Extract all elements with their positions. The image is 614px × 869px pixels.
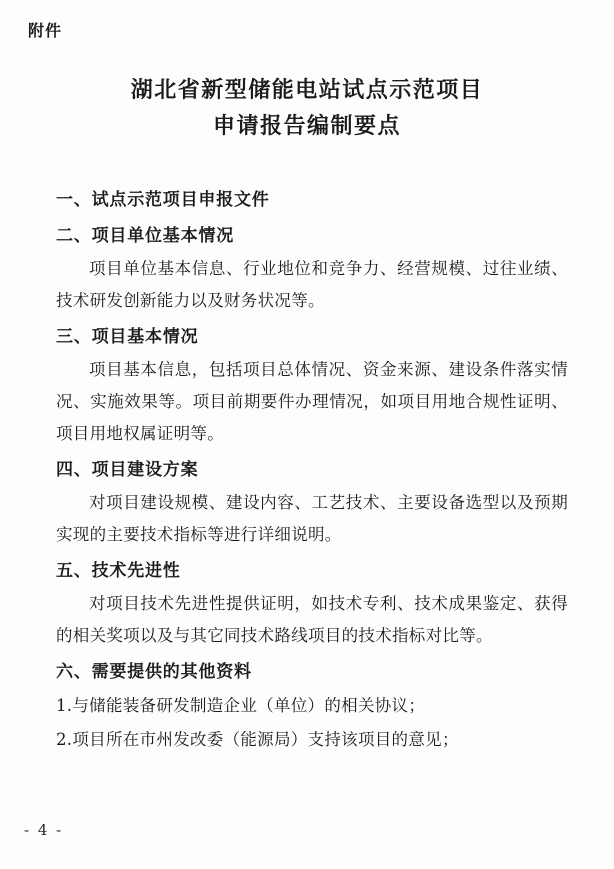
section-2-paragraph-1: 项目单位基本信息、行业地位和竞争力、经营规模、过往业绩、技术研发创新能力以及财务状况等。 [56, 259, 568, 310]
section-heading-1: 一、试点示范项目申报文件 [56, 190, 270, 210]
section-heading-2: 二、项目单位基本情况 [56, 226, 234, 246]
other-material-item-1: 1.与储能装备研发制造企业（单位）的相关协议； [56, 696, 426, 715]
page-number-footer: - 4 - [24, 821, 64, 839]
other-material-item-2: 2.项目所在市州发改委（能源局）支持该项目的意见； [56, 730, 459, 749]
section-5-paragraph-1: 对项目技术先进性提供证明，如技术专利、技术成果鉴定、获得的相关奖项以及与其它同技术路线项目的技术指标对比等。 [56, 594, 568, 645]
section-4-paragraph-1: 对项目建设规模、建设内容、工艺技术、主要设备选型以及预期实现的主要技术指标等进行详细说明。 [56, 493, 568, 544]
attachment-label: 附件 [28, 21, 63, 40]
document-title [0, 72, 614, 144]
section-heading-4: 四、项目建设方案 [56, 460, 199, 480]
section-3-paragraph-1: 项目基本信息，包括项目总体情况、资金来源、建设条件落实情况、实施效果等。项目前期要件办理情况，如项目用地合规性证明、项目用地权属证明等。 [56, 360, 568, 443]
section-heading-3: 三、项目基本情况 [56, 327, 199, 347]
section-heading-5: 五、技术先进性 [56, 561, 181, 581]
title-line-2: 申请报告编制要点 [212, 113, 401, 139]
title-line-1: 湖北省新型储能电站试点示范项目 [130, 77, 484, 103]
section-heading-6: 六、需要提供的其他资料 [56, 662, 252, 682]
document-body [56, 180, 568, 757]
